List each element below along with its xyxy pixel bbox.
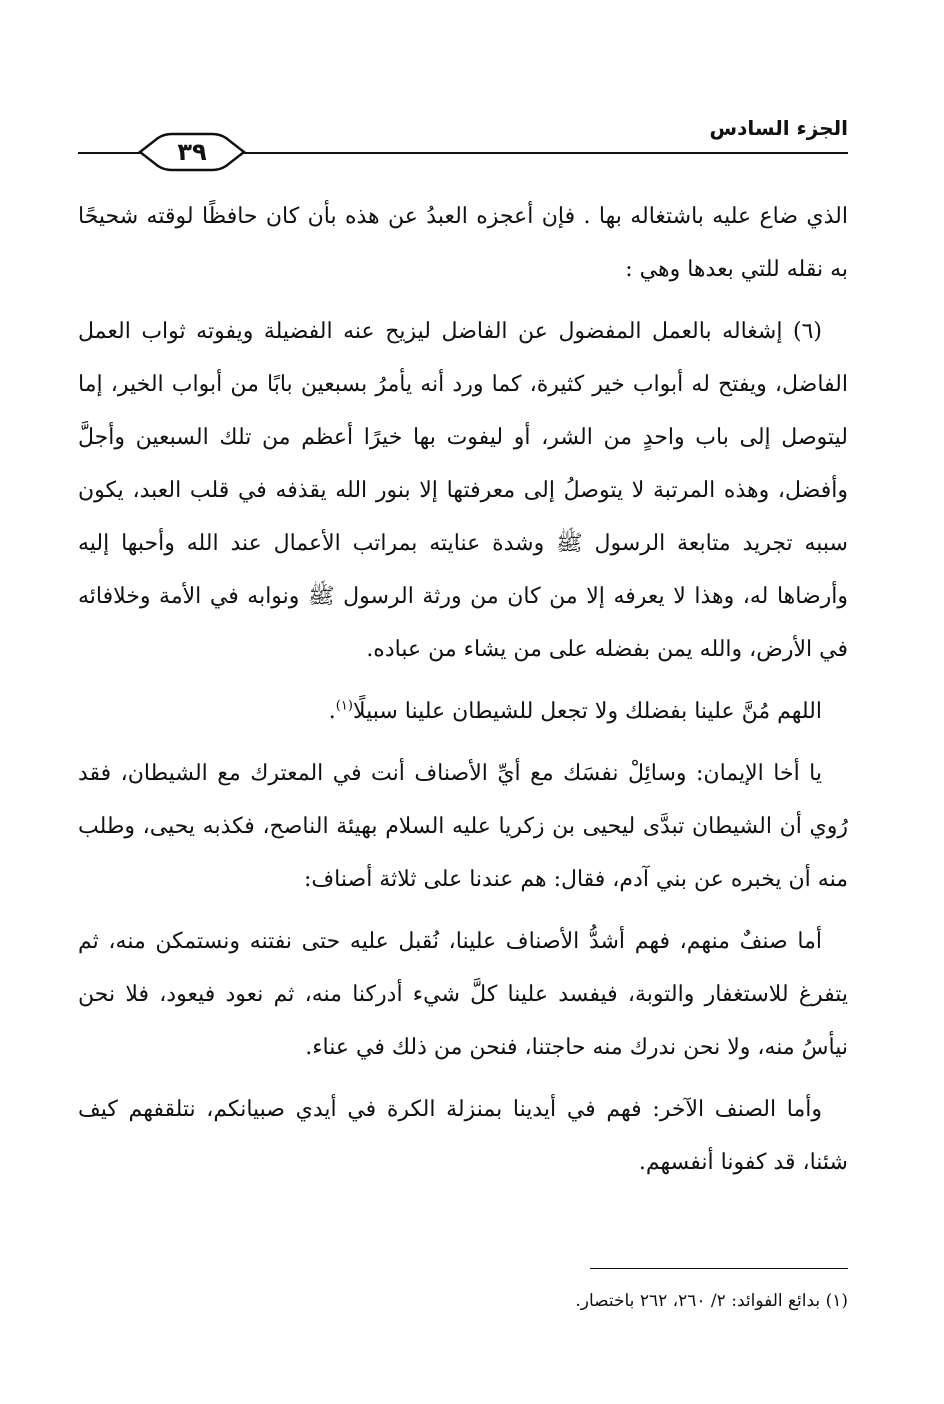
paragraph: الذي ضاع عليه باشتغاله بها . فإن أعجزه العبدُ عن هذه بأن كان حافظًا لوقته شحيحًا به نقله للتي بعدها وهي : xyxy=(78,204,848,282)
footnote-separator xyxy=(590,1268,848,1269)
running-head: الجزء السادس xyxy=(709,116,848,140)
paragraph: (٦) إشغاله بالعمل المفضول عن الفاضل ليزيح عنه الفضيلة ويفوته ثواب العمل الفاضل، ويفتح له أبواب خير كثيرة، كما ورد أنه يأمرُ بسبعين بابًا من أبواب الخير، إما ليتوصل إلى باب واحدٍ من الشر، أو ليفوت بها خيرًا أعظم من تلك السبعين وأجلَّ وأفضل، وهذه المرتبة لا يتوصلُ إلى معرفتها إلا بنور الله يقذفه في قلب العبد، يكون سببه تجريد متابعة الرسول ﷺ وشدة عنايته بمراتب الأعمال عند الله وأحبها إليه وأرضاها له، وهذا لا يعرفه إلا من كان من ورثة الرسول ﷺ ونوابه في الأمة وخلافائه في الأرض، والله يمن بفضله على من يشاء من عباده. xyxy=(78,319,848,662)
footnote: (١) بدائع الفوائد: ٢/ ٢٦٠، ٢٦٢ باختصار. xyxy=(575,1291,848,1311)
paragraph: اللهم مُنَّ علينا بفضلك ولا تجعل للشيطان علينا سبيلًا$^{(١)}$. xyxy=(328,698,822,724)
paragraph: وأما الصنف الآخر: فهم في أيدينا بمنزلة الكرة في أيدي صبيانكم، نتلقفهم كيف شئنا، قد كفونا أنفسهم. xyxy=(78,1097,848,1175)
page-number-badge xyxy=(138,132,246,172)
page-header xyxy=(78,108,848,168)
paragraph: يا أخا الإيمان: وسائِلْ نفسَك مع أيِّ الأصناف أنت في المعترك مع الشيطان، فقد رُوي أن الشيطان تبدَّى ليحيى بن زكريا عليه السلام بهيئة الناصح، فكذبه يحيى، وطلب منه أن يخبره عن بني آدم، فقال: هم عندنا على ثلاثة أصناف: xyxy=(78,761,848,892)
main-text xyxy=(78,190,848,1198)
page-number: ٣٩ xyxy=(177,138,207,166)
footnote-reference: (١) xyxy=(335,698,353,714)
paragraph-text: اللهم مُنَّ علينا بفضلك ولا تجعل للشيطان علينا سبيلًا xyxy=(352,699,822,724)
paragraph: أما صنفٌ منهم، فهم أشدُّ الأصناف علينا، نُقبل عليه حتى نفتنه ونستمكن منه، ثم يتفرغ للاستغفار والتوبة، فيفسد علينا كلَّ شيء أدركنا منه، ثم نعود فيعود، فلا نحن نيأسُ منه، ولا نحن ندرك منه حاجتنا، فنحن من ذلك في عناء. xyxy=(78,929,848,1060)
